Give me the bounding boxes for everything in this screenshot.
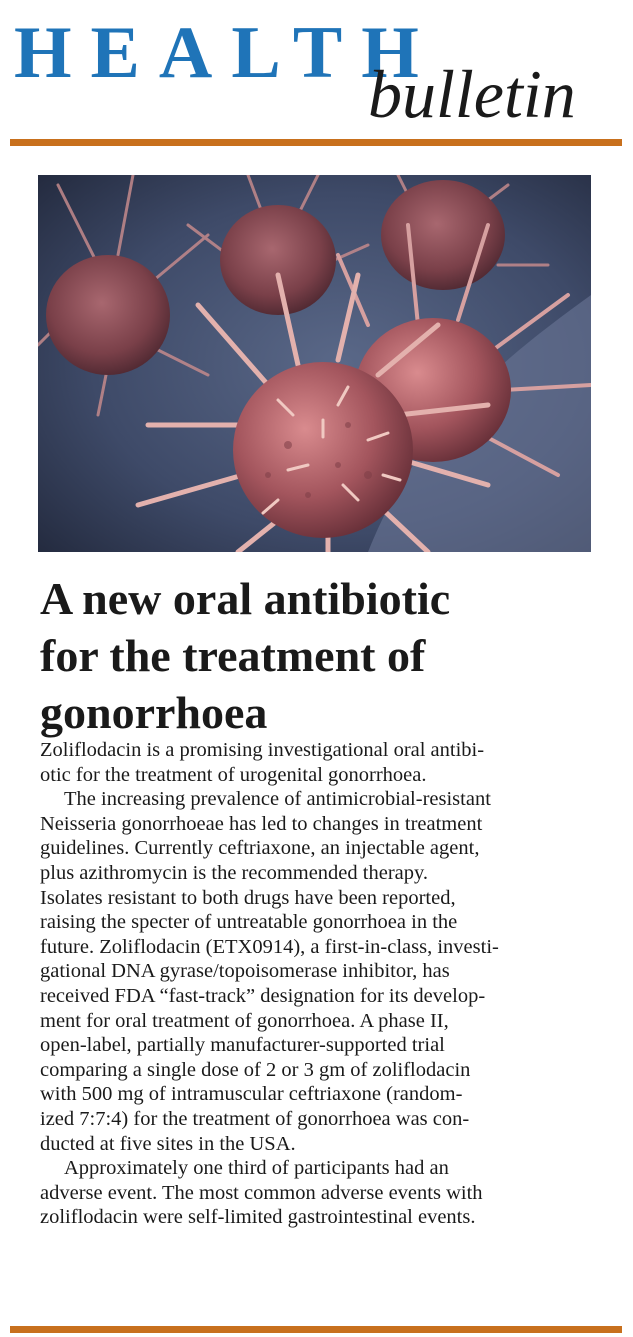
masthead-health: HEALTH <box>14 12 438 94</box>
body-line: The increasing prevalence of antimicrobial-resistant <box>64 788 491 811</box>
headline-line: gonorrhoea <box>40 687 268 738</box>
body-line: comparing a single dose of 2 or 3 gm of zoliflodacin <box>40 1058 471 1081</box>
body-line: zoliflodacin were self-limited gastrointestinal events. <box>40 1206 476 1229</box>
body-line: raising the specter of untreatable gonorrhoea in the <box>40 911 458 934</box>
bacteria-illustration-svg <box>38 175 591 552</box>
body-line: with 500 mg of intramuscular ceftriaxone (random- <box>40 1083 463 1106</box>
body-line: otic for the treatment of urogenital gonorrhoea. <box>40 763 427 786</box>
headline-line: A new oral antibiotic <box>40 573 451 624</box>
body-line: Isolates resistant to both drugs have been reported, <box>40 886 456 909</box>
body-line: Zoliflodacin is a promising investigational oral antibi- <box>40 739 485 761</box>
body-line: plus azithromycin is the recommended therapy. <box>40 861 429 884</box>
masthead <box>0 0 633 150</box>
body-line: adverse event. The most common adverse events with <box>40 1181 483 1204</box>
body-line: open-label, partially manufacturer-supported trial <box>40 1034 445 1057</box>
bacteria-illustration <box>38 175 591 552</box>
body-line: received FDA “fast-track” designation for its develop- <box>40 984 486 1007</box>
body-line: guidelines. Currently ceftriaxone, an injectable agent, <box>40 837 480 860</box>
body-line: gational DNA gyrase/topoisomerase inhibitor, has <box>40 960 450 983</box>
body-line: ducted at five sites in the USA. <box>40 1132 296 1155</box>
body-line: future. Zoliflodacin (ETX0914), a first-in-class, investi- <box>40 935 499 958</box>
masthead-bulletin: bulletin <box>368 56 576 132</box>
body-line: Approximately one third of participants had an <box>64 1157 449 1180</box>
body-line: ment for oral treatment of gonorrhoea. A phase II, <box>40 1009 449 1032</box>
headline-line: for the treatment of <box>40 630 426 681</box>
body-line: ized 7:7:4) for the treatment of gonorrhoea was con- <box>40 1107 470 1130</box>
article-headline <box>40 570 615 741</box>
article-body <box>40 738 600 1230</box>
body-line: Neisseria gonorrhoeae has led to changes in treatment <box>40 812 483 835</box>
top-rule <box>10 139 622 146</box>
bottom-rule <box>10 1326 622 1333</box>
